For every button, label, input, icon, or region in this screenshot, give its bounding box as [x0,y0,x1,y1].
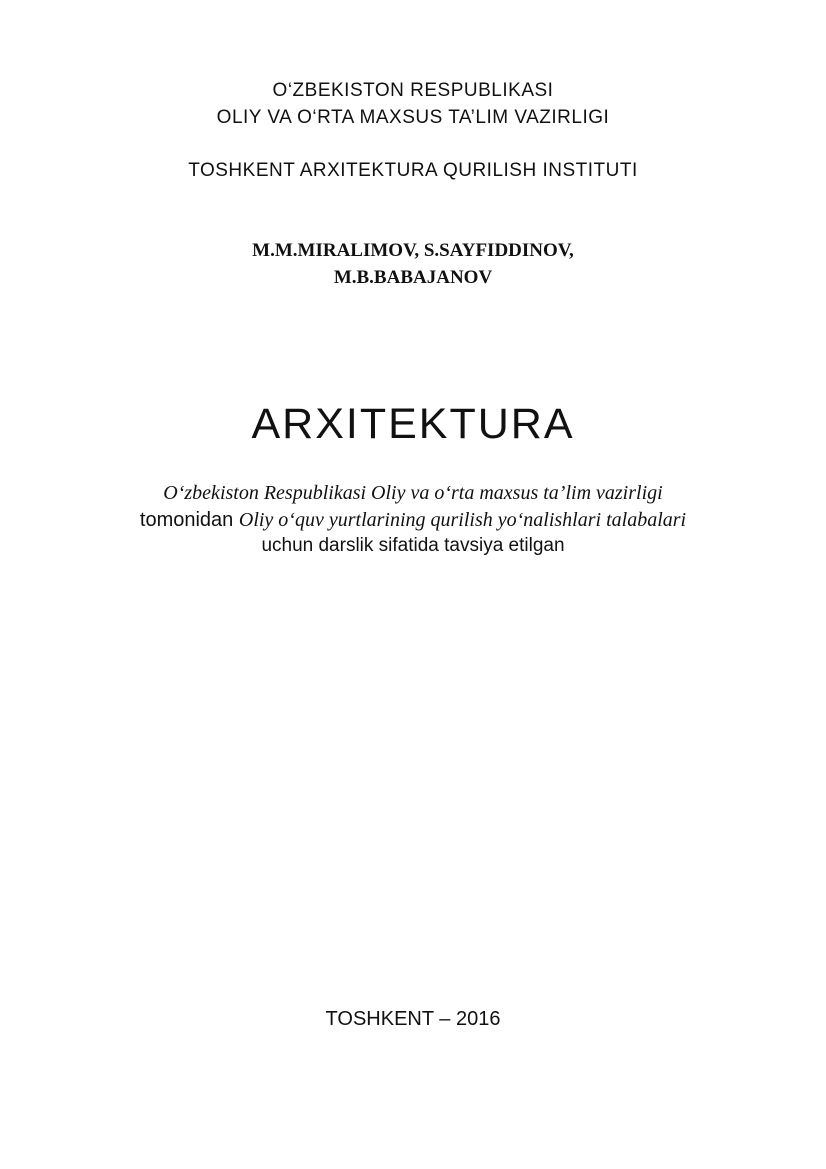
city-year: TOSHKENT – 2016 [325,1008,501,1030]
description-line-3: uchun darslik sifatida tavsiya etilgan [261,535,565,556]
description-line-1: O‘zbekiston Respublikasi Oliy va o‘rta maxsus ta’lim vazirligi [163,482,663,504]
description-line-2-italic: Oliy o‘quv yurtlarining qurilish yo‘nalishlari talabalari [238,509,687,531]
institute-name: TOSHKENT ARXITEKTURA QURILISH INSTITUTI [188,160,638,181]
ministry-line-1: O‘ZBEKISTON RESPUBLIKASI [272,80,554,101]
description-line-2-prefix: tomonidan [139,509,239,531]
ministry-line-2: OLIY VA O‘RTA MAXSUS TA’LIM VAZIRLIGI [216,107,610,128]
description-line-2 [0,509,826,532]
authors-line-2: M.B.BABAJANOV [333,267,493,288]
book-title: ARXITEKTURA [251,400,575,448]
authors-line-1: M.M.MIRALIMOV, S.SAYFIDDINOV, [252,240,574,261]
